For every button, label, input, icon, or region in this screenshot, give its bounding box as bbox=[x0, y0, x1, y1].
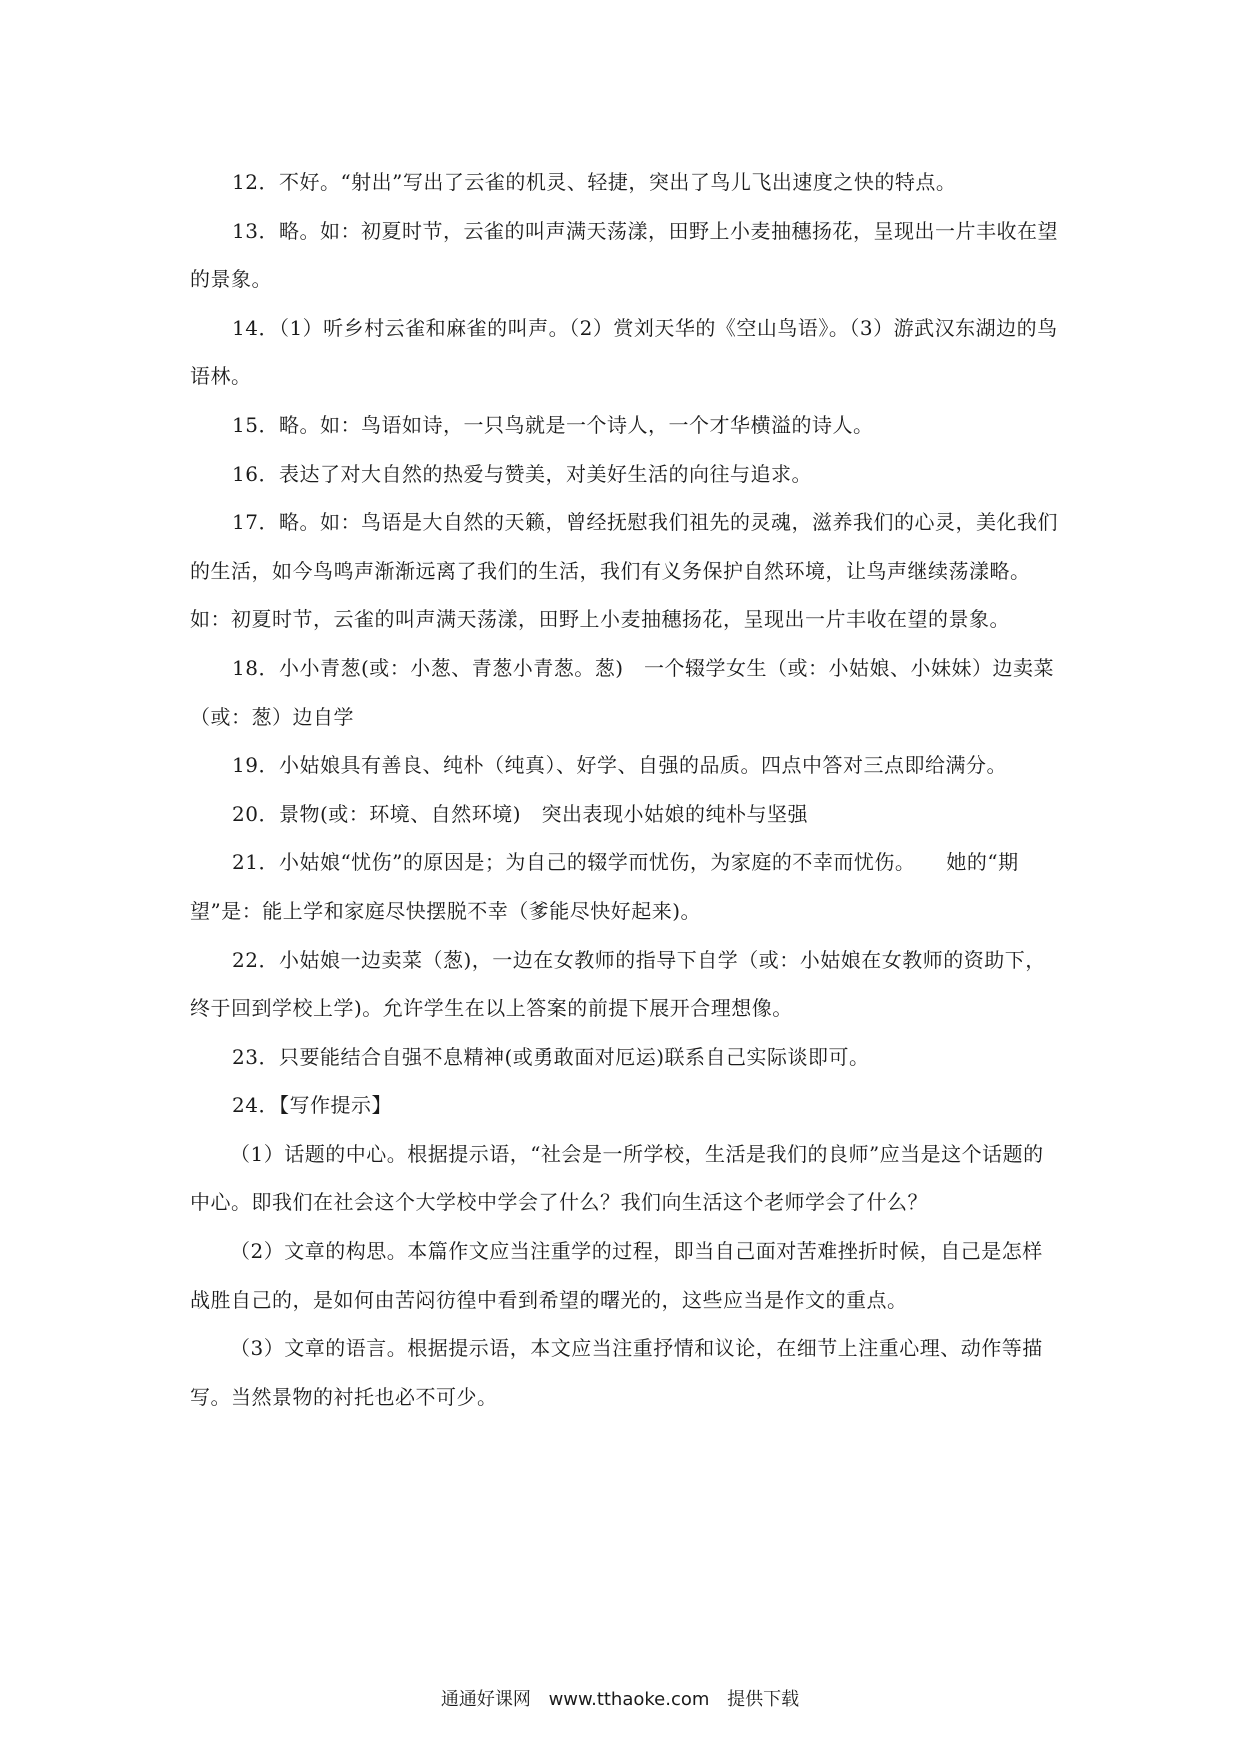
page-footer bbox=[0, 1688, 1240, 1712]
answer-23: 23．只要能结合自强不息精神(或勇敢面对厄运)联系自己实际谈即可。 bbox=[232, 1044, 870, 1069]
answer-17: 17．略。如：鸟语是大自然的天籁，曾经抚慰我们祖先的灵魂，滋养我们的心灵，美化我们的生活，如今鸟鸣声渐渐远离了我们的生活，我们有义务保护自然环境，让鸟声继续荡漾略。如：初夏时节，云雀的叫声满天荡漾，田野上小麦抽穗扬花，呈现出一片丰收在望的景象。 bbox=[190, 510, 1058, 632]
footer-suffix: 提供下载 bbox=[727, 1689, 800, 1710]
answer-16: 16．表达了对大自然的热爱与赞美，对美好生活的向往与追求。 bbox=[232, 461, 812, 486]
answer-18: 18．小小青葱(或：小葱、青葱小青葱。葱) 一个辍学女生（或：小姑娘、小妹妹）边卖菜（或：葱）边自学 bbox=[190, 655, 1055, 729]
answer-content bbox=[190, 158, 1060, 1421]
answer-20: 20．景物(或：环境、自然环境) 突出表现小姑娘的纯朴与坚强 bbox=[232, 801, 809, 826]
answer-19: 19．小姑娘具有善良、纯朴（纯真）、好学、自强的品质。四点中答对三点即给满分。 bbox=[232, 753, 1007, 778]
footer-site-name: 通通好课网 bbox=[440, 1689, 531, 1710]
writing-tip-1: （1）话题的中心。根据提示语，“社会是一所学校，生活是我们的良师”应当是这个话题的中心。即我们在社会这个大学校中学会了什么？我们向生活这个老师学会了什么？ bbox=[190, 1141, 1044, 1215]
writing-tip-2: （2）文章的构思。本篇作文应当注重学的过程，即当自己面对苦难挫折时候，自己是怎样战胜自己的，是如何由苦闷彷徨中看到希望的曙光的，这些应当是作文的重点。 bbox=[190, 1239, 1043, 1312]
answer-21: 21．小姑娘“忧伤”的原因是；为自己的辍学而忧伤，为家庭的不幸而忧伤。 她的“期望”是：能上学和家庭尽快摆脱不幸（爹能尽快好起来)。 bbox=[190, 850, 1019, 923]
answer-24-heading: 24．【写作提示】 bbox=[232, 1093, 392, 1118]
footer-url[interactable]: www.tthaoke.com bbox=[548, 1689, 710, 1710]
answer-15: 15．略。如：鸟语如诗，一只鸟就是一个诗人，一个才华横溢的诗人。 bbox=[232, 412, 874, 437]
answer-12: 12．不好。“射出”写出了云雀的机灵、轻捷，突出了鸟儿飞出速度之快的特点。 bbox=[232, 170, 957, 194]
answer-22: 22．小姑娘一边卖菜（葱)，一边在女教师的指导下自学（或：小姑娘在女教师的资助下，终于回到学校上学)。允许学生在以上答案的前提下展开合理想像。 bbox=[190, 947, 1046, 1021]
writing-tip-3: （3）文章的语言。根据提示语，本文应当注重抒情和议论，在细节上注重心理、动作等描写。当然景物的衬托也必不可少。 bbox=[190, 1336, 1043, 1409]
answer-14: 14．（1）听乡村云雀和麻雀的叫声。（2）赏刘天华的《空山鸟语》。（3）游武汉东湖边的鸟语林。 bbox=[190, 315, 1058, 389]
answer-13: 13．略。如：初夏时节，云雀的叫声满天荡漾，田野上小麦抽穗扬花，呈现出一片丰收在望的景象。 bbox=[190, 218, 1058, 292]
